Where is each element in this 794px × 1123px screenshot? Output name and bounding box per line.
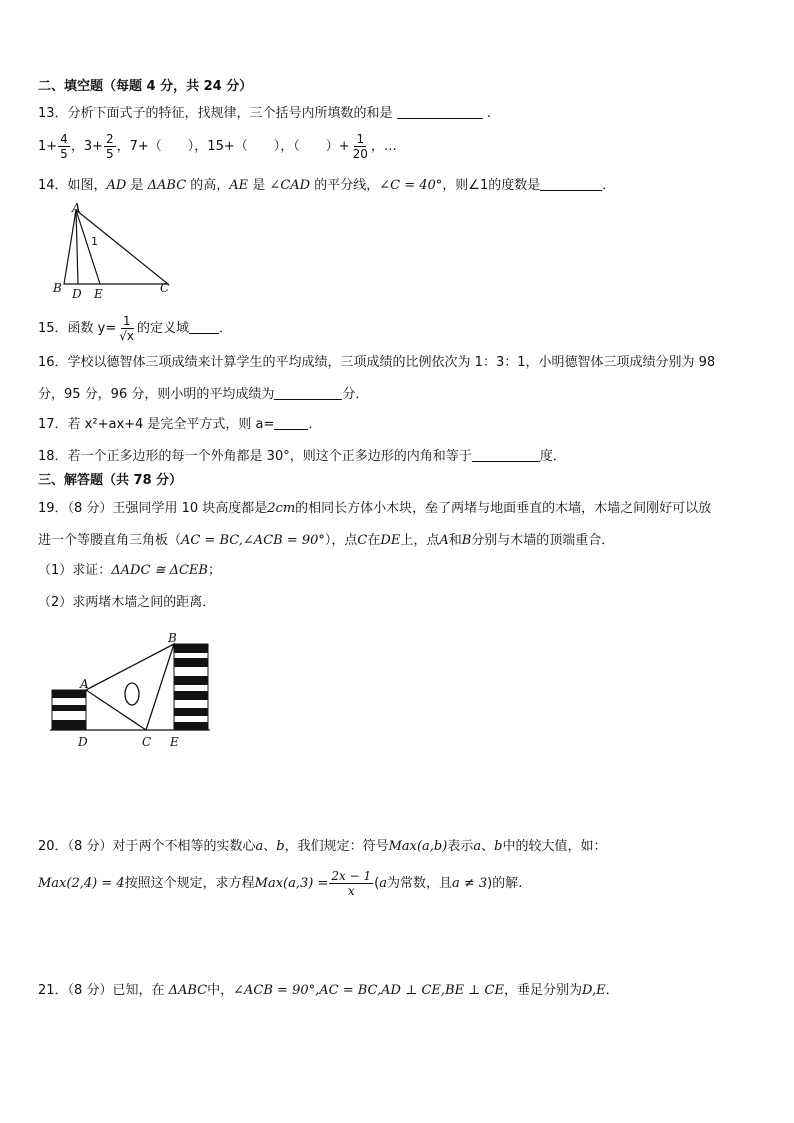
q18-answer-blank[interactable]: [472, 447, 540, 462]
q19-cond: AC = BC,∠ACB = 90°: [181, 533, 325, 548]
q20-l1e: 、: [481, 839, 495, 854]
q13-t1-num: 4: [60, 132, 68, 146]
q21-l1a: 21．（8 分）已知，在: [38, 983, 169, 998]
q18-end: 度．: [539, 449, 566, 464]
q20-num: 2x − 1: [331, 869, 372, 883]
q20-equation-lhs: Max(a,3) =: [254, 876, 329, 891]
q16-line1: 16．学校以德智体三项成绩来计算学生的平均成绩，三项成绩的比例依次为 1：3：1，小明德智体三项成绩分别为 98: [38, 355, 716, 370]
q15-radicand: x: [126, 329, 135, 343]
q14-label-c: C: [160, 281, 170, 295]
section-2-title: 二、填空题（每题 4 分，共 24 分）: [38, 79, 253, 94]
q19-s1a: （1）求证：: [38, 563, 112, 578]
q13-stem: [38, 104, 491, 123]
q19-label-e: E: [170, 735, 179, 749]
q13-end: .: [486, 106, 491, 121]
q19-line2: [38, 532, 614, 550]
q20-den: x: [347, 884, 355, 898]
q21-cond: ∠ACB = 90°,AC = BC,AD ⊥ CE,BE ⊥ CE: [233, 983, 504, 998]
q15-stem: [38, 312, 232, 346]
q14-abc: ΔABC: [147, 178, 187, 193]
q20-l2a: 按照这个规定，求方程: [124, 876, 255, 891]
q15-p1: 15．函数 y=: [38, 321, 117, 336]
q15-num: 1: [122, 314, 131, 328]
q13-t5-den: 20: [352, 147, 368, 161]
q19-sub2: （2）求两堵木墙之间的距离．: [38, 595, 216, 610]
q20-a3: a: [379, 876, 387, 891]
q19-label-c: C: [142, 735, 152, 749]
q19-l2d: 上，点: [400, 533, 440, 548]
q20-l2c: 为常数，且: [386, 876, 452, 891]
q19-l2e: 和: [448, 533, 462, 548]
q14-label-d: D: [72, 287, 82, 300]
q19-l2b: ），点: [324, 533, 358, 548]
q19-l1a: 19．（8 分）王强同学用 10 块高度都是: [38, 501, 268, 516]
q15-fraction: [117, 314, 136, 343]
q17-answer-blank[interactable]: [274, 415, 308, 430]
q19-cm: 2cm: [267, 501, 296, 516]
q20-a2: a: [473, 839, 482, 854]
q14-ae: AE: [229, 178, 249, 193]
q14-ad: AD: [106, 178, 127, 193]
q21-end: ．: [605, 983, 619, 998]
q13-t2-num: 2: [106, 132, 114, 146]
q15-answer-blank[interactable]: [189, 319, 219, 334]
q20-l2b: (: [374, 876, 380, 891]
q21-de: D,E: [582, 983, 606, 998]
q19-label-a: A: [80, 677, 89, 691]
q14-p6: ，则∠1的度数是: [442, 178, 541, 193]
q19-label-d: D: [78, 735, 88, 749]
q16-line2: [38, 385, 368, 404]
q20-b2: b: [494, 839, 503, 854]
q13-t2-fraction: [104, 132, 116, 161]
q14-label-a: A: [72, 201, 81, 215]
q13-t2-den: 5: [106, 147, 114, 161]
q19-a: A: [439, 533, 449, 548]
q13-t2-int: 3+: [83, 139, 103, 154]
q14-triangle-figure: [48, 200, 188, 300]
q19-s1b: ΔADC ≅ ΔCEB: [111, 563, 208, 578]
q19-left-wall: [52, 690, 86, 730]
q14-p3: 的高，: [186, 178, 230, 193]
q19-walls-figure: [46, 628, 216, 750]
q19-l2c: 在: [367, 533, 381, 548]
q19-c: C: [357, 533, 368, 548]
q17-end: ．: [308, 417, 322, 432]
q14-angle-1-label: 1: [91, 235, 98, 248]
q17-text: 17．若 x²+ax+4 是完全平方式，则 a=: [38, 417, 275, 432]
q19-l2a: 进一个等腰直角三角板（: [38, 533, 182, 548]
q14-stem: [38, 176, 615, 195]
q20-a: a: [255, 839, 264, 854]
q16-line2-text: 分，95 分，96 分，则小明的平均成绩为: [38, 387, 275, 402]
q14-p5: 的平分线，: [310, 178, 380, 193]
q20-max: Max(a,b): [388, 839, 448, 854]
q19-de: DE: [380, 533, 401, 548]
q14-p2: 是: [126, 178, 148, 193]
q15-den: √x: [119, 329, 135, 343]
q19-label-b: B: [168, 631, 177, 645]
q13-tail: ，…: [370, 139, 397, 154]
q20-fraction: [329, 869, 373, 898]
q14-end: ．: [602, 178, 616, 193]
q16-end: 分．: [342, 387, 369, 402]
q19-line1: [38, 500, 711, 518]
q19-sub1: [38, 562, 221, 580]
q16-answer-blank[interactable]: [274, 385, 342, 400]
q20-l1c: ，我们规定：符号: [284, 839, 389, 854]
q21-abc: ΔABC: [168, 983, 208, 998]
q17-stem: [38, 415, 321, 434]
q20-b: b: [276, 839, 285, 854]
q13-t5-fraction: [351, 132, 370, 161]
q13-t1-fraction: [58, 132, 70, 161]
q20-l2d: )的解.: [487, 876, 523, 891]
q13-answer-blank[interactable]: [397, 104, 483, 119]
q14-p4: 是: [248, 178, 270, 193]
q13-rest: ，7+（ ），15+（ ），（ ）+: [116, 139, 350, 154]
q13-t1-int: 1+: [38, 139, 58, 154]
q14-p1: 14．如图，: [38, 178, 107, 193]
q13-t5-num: 1: [356, 132, 365, 146]
q19-l1b: 的相同长方体小木块，垒了两堵与地面垂直的木墙，木墙之间刚好可以放: [295, 501, 712, 516]
q19-right-wall: [174, 644, 208, 730]
q19-set-square-hole: [125, 683, 139, 705]
q19-s1c: ；: [207, 563, 221, 578]
q20-cond: a ≠ 3: [451, 876, 488, 891]
q13-sep1: ，: [70, 139, 84, 154]
q20-l1d: 表示: [447, 839, 474, 854]
q20-line2: [38, 864, 522, 904]
q14-label-e: E: [94, 287, 103, 300]
q13-sequence: [38, 128, 397, 166]
q14-label-b: B: [53, 281, 62, 295]
q14-answer-blank[interactable]: [540, 176, 602, 191]
q20-l1f: 中的较大值，如：: [502, 839, 607, 854]
q15-end: ．: [219, 321, 233, 336]
q19-l2f: 分别与木墙的顶端重合．: [471, 533, 615, 548]
q19-b: B: [461, 533, 472, 548]
q20-l1b: 、: [263, 839, 277, 854]
q15-p2: 的定义域: [137, 321, 190, 336]
q21-l1c: ，垂足分别为: [503, 983, 582, 998]
q21-stem: [38, 982, 619, 1000]
q14-c40: ∠C = 40°: [379, 178, 443, 193]
q13-t1-den: 5: [60, 147, 68, 161]
q20-example: Max(2,4) = 4: [38, 876, 125, 891]
q18-stem: [38, 447, 566, 466]
section-3-title: 三、解答题（共 78 分）: [38, 473, 183, 488]
q20-line1: [38, 838, 606, 856]
q13-text: 13．分析下面式子的特征，找规律，三个括号内所填数的和是: [38, 106, 393, 121]
q14-altitude-ad: [76, 210, 78, 284]
q18-text: 18．若一个正多边形的每一个外角都是 30°，则这个正多边形的内角和等于: [38, 449, 472, 464]
q14-cad: ∠CAD: [269, 178, 311, 193]
q20-l1a: 20．（8 分）对于两个不相等的实数心: [38, 839, 256, 854]
q21-l1b: 中，: [207, 983, 234, 998]
